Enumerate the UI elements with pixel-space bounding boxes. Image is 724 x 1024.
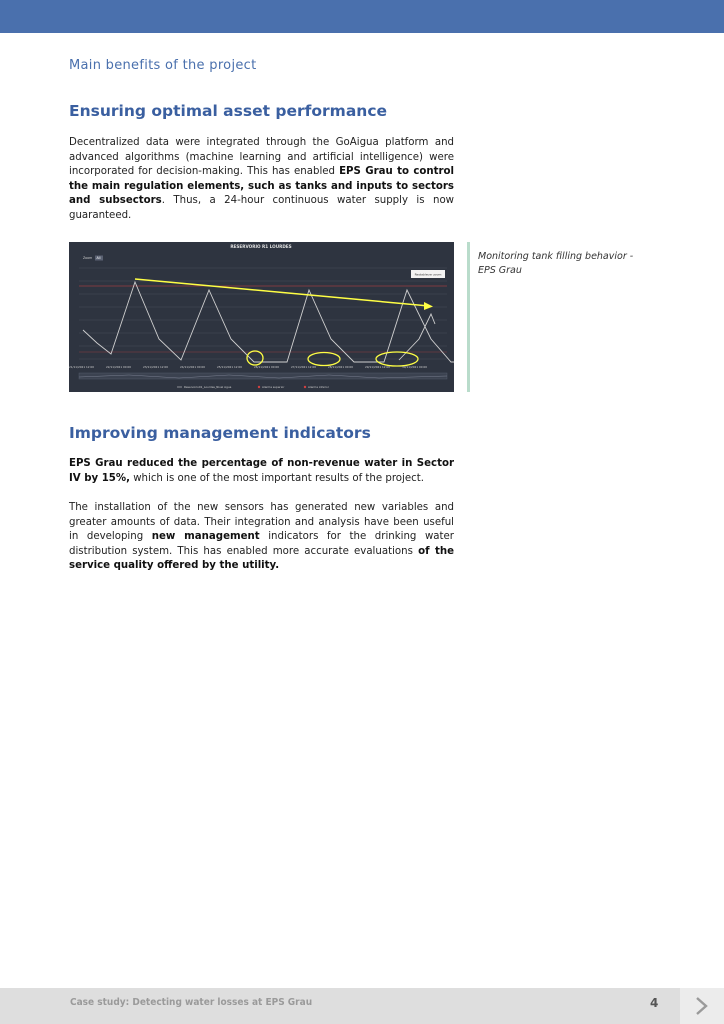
p3-text-bold-2: of the service quality offered by the utility. <box>69 545 455 572</box>
legend-series: Reservorio01_Lourdes_Nivel Agua <box>184 385 232 390</box>
x-tick: 24/11/2021 00:00 <box>180 365 206 369</box>
legend-alarm-lower: Alarma inferior <box>308 385 329 390</box>
x-tick: 21/11/2021 12:00 <box>69 365 95 369</box>
p2-text-b: which is one of the most important results of the project. <box>129 472 424 484</box>
chevron-right-icon <box>694 996 710 1016</box>
x-tick: 27/11/2021 12:00 <box>291 365 317 369</box>
x-tick: 26/11/2021 00:00 <box>254 365 280 369</box>
zoom-label: Zoom <box>83 256 93 260</box>
p3-text-a: The installation of the new sensors has generated new variables and greater amounts of data. Their integration and analysis have been useful in developing <box>69 502 454 543</box>
heading-asset-performance: Ensuring optimal asset performance <box>69 102 388 120</box>
caption-accent-bar <box>467 242 470 392</box>
section-label: Main benefits of the project <box>69 58 257 73</box>
p1-text-a: Decentralized data were integrated through the GoAigua platform and advanced algorithms (machine learning and artificial intelligence) were incorporated for decision-making. This has enabled <box>69 137 454 178</box>
p1-text-bold: EPS Grau to control the main regulation elements, such as tanks and inputs to sectors and subsectors <box>69 166 454 207</box>
tank-level-chart-image <box>69 242 454 392</box>
paragraph-nrw-reduction <box>69 457 454 486</box>
x-tick: 30/11/2021 00:00 <box>402 365 428 369</box>
p3-text-bold-1: new management <box>151 531 260 543</box>
x-tick: 25/11/2021 12:00 <box>217 365 243 369</box>
zoom-all-button: All <box>96 256 101 260</box>
next-page-button[interactable] <box>680 988 724 1024</box>
x-tick: 22/11/2021 00:00 <box>106 365 132 369</box>
heading-management-indicators: Improving management indicators <box>69 424 371 442</box>
p1-text-c: . Thus, a 24-hour continuous water supply is now guaranteed. <box>69 195 455 221</box>
p3-text-c: indicators for the drinking water distribution system. This has enabled more accurate evaluations <box>69 531 454 557</box>
p2-text-bold: EPS Grau reduced the percentage of non-revenue water in Sector IV by 15%, <box>69 458 454 484</box>
footer-title: Case study: Detecting water losses at EPS Grau <box>70 997 313 1008</box>
x-tick: 23/11/2021 12:00 <box>143 365 169 369</box>
reset-zoom-button: Restablecer zoom <box>414 272 442 277</box>
x-tick: 29/11/2021 12:00 <box>365 365 391 369</box>
chart-title: RESERVORIO R1 LOURDES <box>230 244 292 249</box>
legend-alarm-upper: Alarma superior <box>262 385 285 390</box>
top-banner <box>0 0 724 33</box>
page-number: 4 <box>650 996 659 1010</box>
paragraph-asset-performance <box>69 136 454 224</box>
paragraph-new-sensors <box>69 501 454 574</box>
x-tick: 28/11/2021 00:00 <box>328 365 354 369</box>
figure-caption: Monitoring tank filling behavior - EPS Grau <box>478 251 634 276</box>
